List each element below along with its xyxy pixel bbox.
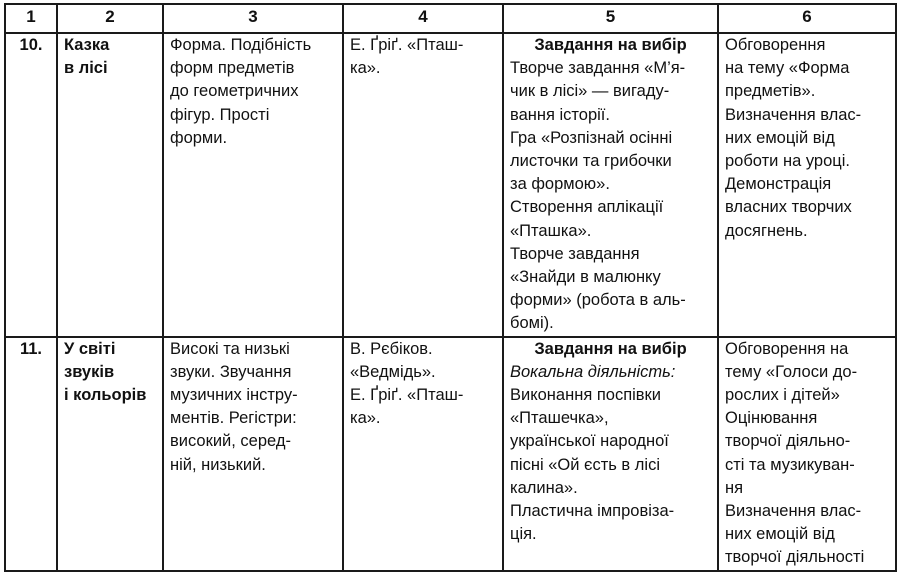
column-number-2: 2 [57,4,163,33]
reflection-line: Демонстрація [725,175,832,194]
reflection-line: Визначення влас- [725,105,862,124]
reflection-line: роботи на уроці. [725,152,850,171]
lesson-number: 11. [5,337,57,571]
topic-line: У світі [64,339,116,358]
task-line: листочки та грибочки [510,152,672,171]
column-number-5: 5 [503,4,718,33]
music-material [343,33,503,337]
music-material [343,337,503,571]
task-line: «Пташка». [510,221,592,240]
task-line: бомі). [510,314,554,333]
content-line: ній, низький. [170,455,266,474]
music-line: В. Рєбіков. [350,339,433,358]
task-line: Гра «Розпізнай осінні [510,128,673,147]
music-line: Е. Ґріґ. «Пташ- [350,36,464,54]
tasks-heading: Завдання на вибір [534,339,687,358]
column-number-6: 6 [718,4,896,33]
activity-tasks [503,33,718,337]
reflection-line: тему «Голоси до- [725,362,858,381]
task-line: української народної [510,432,669,451]
content-line: звуки. Звучання [170,362,292,381]
content-line: високий, серед- [170,432,291,451]
content-line: Форма. Подібність [170,36,312,54]
column-number-4: 4 [343,4,503,33]
content-line: Високі та низькі [170,339,290,358]
reflection-line: творчої діяльно- [725,432,851,451]
task-line: чик в лісі» — вигаду- [510,82,670,101]
reflection-line: на тему «Форма [725,59,850,78]
reflection-line: Обговорення [725,36,826,54]
content-line: фігур. Прості [170,105,270,124]
column-number-3: 3 [163,4,343,33]
task-line: ція. [510,525,537,544]
topic-line: в лісі [64,59,108,78]
lesson-topic [57,337,163,571]
topic-line: звуків [64,362,115,381]
reflection-line: Обговорення на [725,339,849,358]
task-line: Творче завдання «М’я- [510,59,686,78]
tasks-heading: Завдання на вибір [534,36,687,54]
activity-tasks [503,337,718,571]
reflection-line: них емоцій від [725,525,835,544]
content-line: ментів. Регістри: [170,409,297,428]
reflection [718,33,896,337]
reflection-line: досягнень. [725,221,808,240]
reflection-line: предметів». [725,82,816,101]
lesson-topic [57,33,163,337]
tasks-subheading: Вокальна діяльність: [510,362,676,381]
task-line: Пластична імпровіза- [510,502,675,521]
task-line: за формою». [510,175,610,194]
reflection-line: Визначення влас- [725,502,862,521]
reflection [718,337,896,571]
reflection-line: ня [725,478,744,497]
lesson-content [163,33,343,337]
lesson-plan-table [4,3,897,572]
lesson-number: 10. [5,33,57,337]
content-line: музичних інстру- [170,386,298,405]
task-line: форми» (робота в аль- [510,291,686,310]
music-line: Е. Ґріґ. «Пташ- [350,386,464,405]
music-line: ка». [350,409,381,428]
reflection-line: власних творчих [725,198,852,217]
table-row [5,337,896,571]
content-line: форми. [170,128,228,147]
reflection-line: сті та музикуван- [725,455,855,474]
topic-line: і кольорів [64,386,147,405]
content-line: форм предметів [170,59,295,78]
column-number-1: 1 [5,4,57,33]
topic-line: Казка [64,36,110,54]
reflection-line: творчої діяльності [725,548,865,567]
reflection-line: рослих і дітей» [725,386,840,405]
task-line: Творче завдання [510,244,640,263]
task-line: «Знайди в малюнку [510,268,661,287]
music-line: «Ведмідь». [350,362,436,381]
reflection-line: них емоцій від [725,128,835,147]
content-line: до геометричних [170,82,299,101]
music-line: ка». [350,59,381,78]
task-line: калина». [510,478,578,497]
task-line: Виконання поспівки [510,386,661,405]
task-line: вання історії. [510,105,610,124]
table-row [5,33,896,337]
reflection-line: Оцінювання [725,409,818,428]
lesson-content [163,337,343,571]
task-line: пісні «Ой єсть в лісі [510,455,660,474]
task-line: Створення аплікації [510,198,664,217]
header-row [5,4,896,33]
task-line: «Пташечка», [510,409,609,428]
